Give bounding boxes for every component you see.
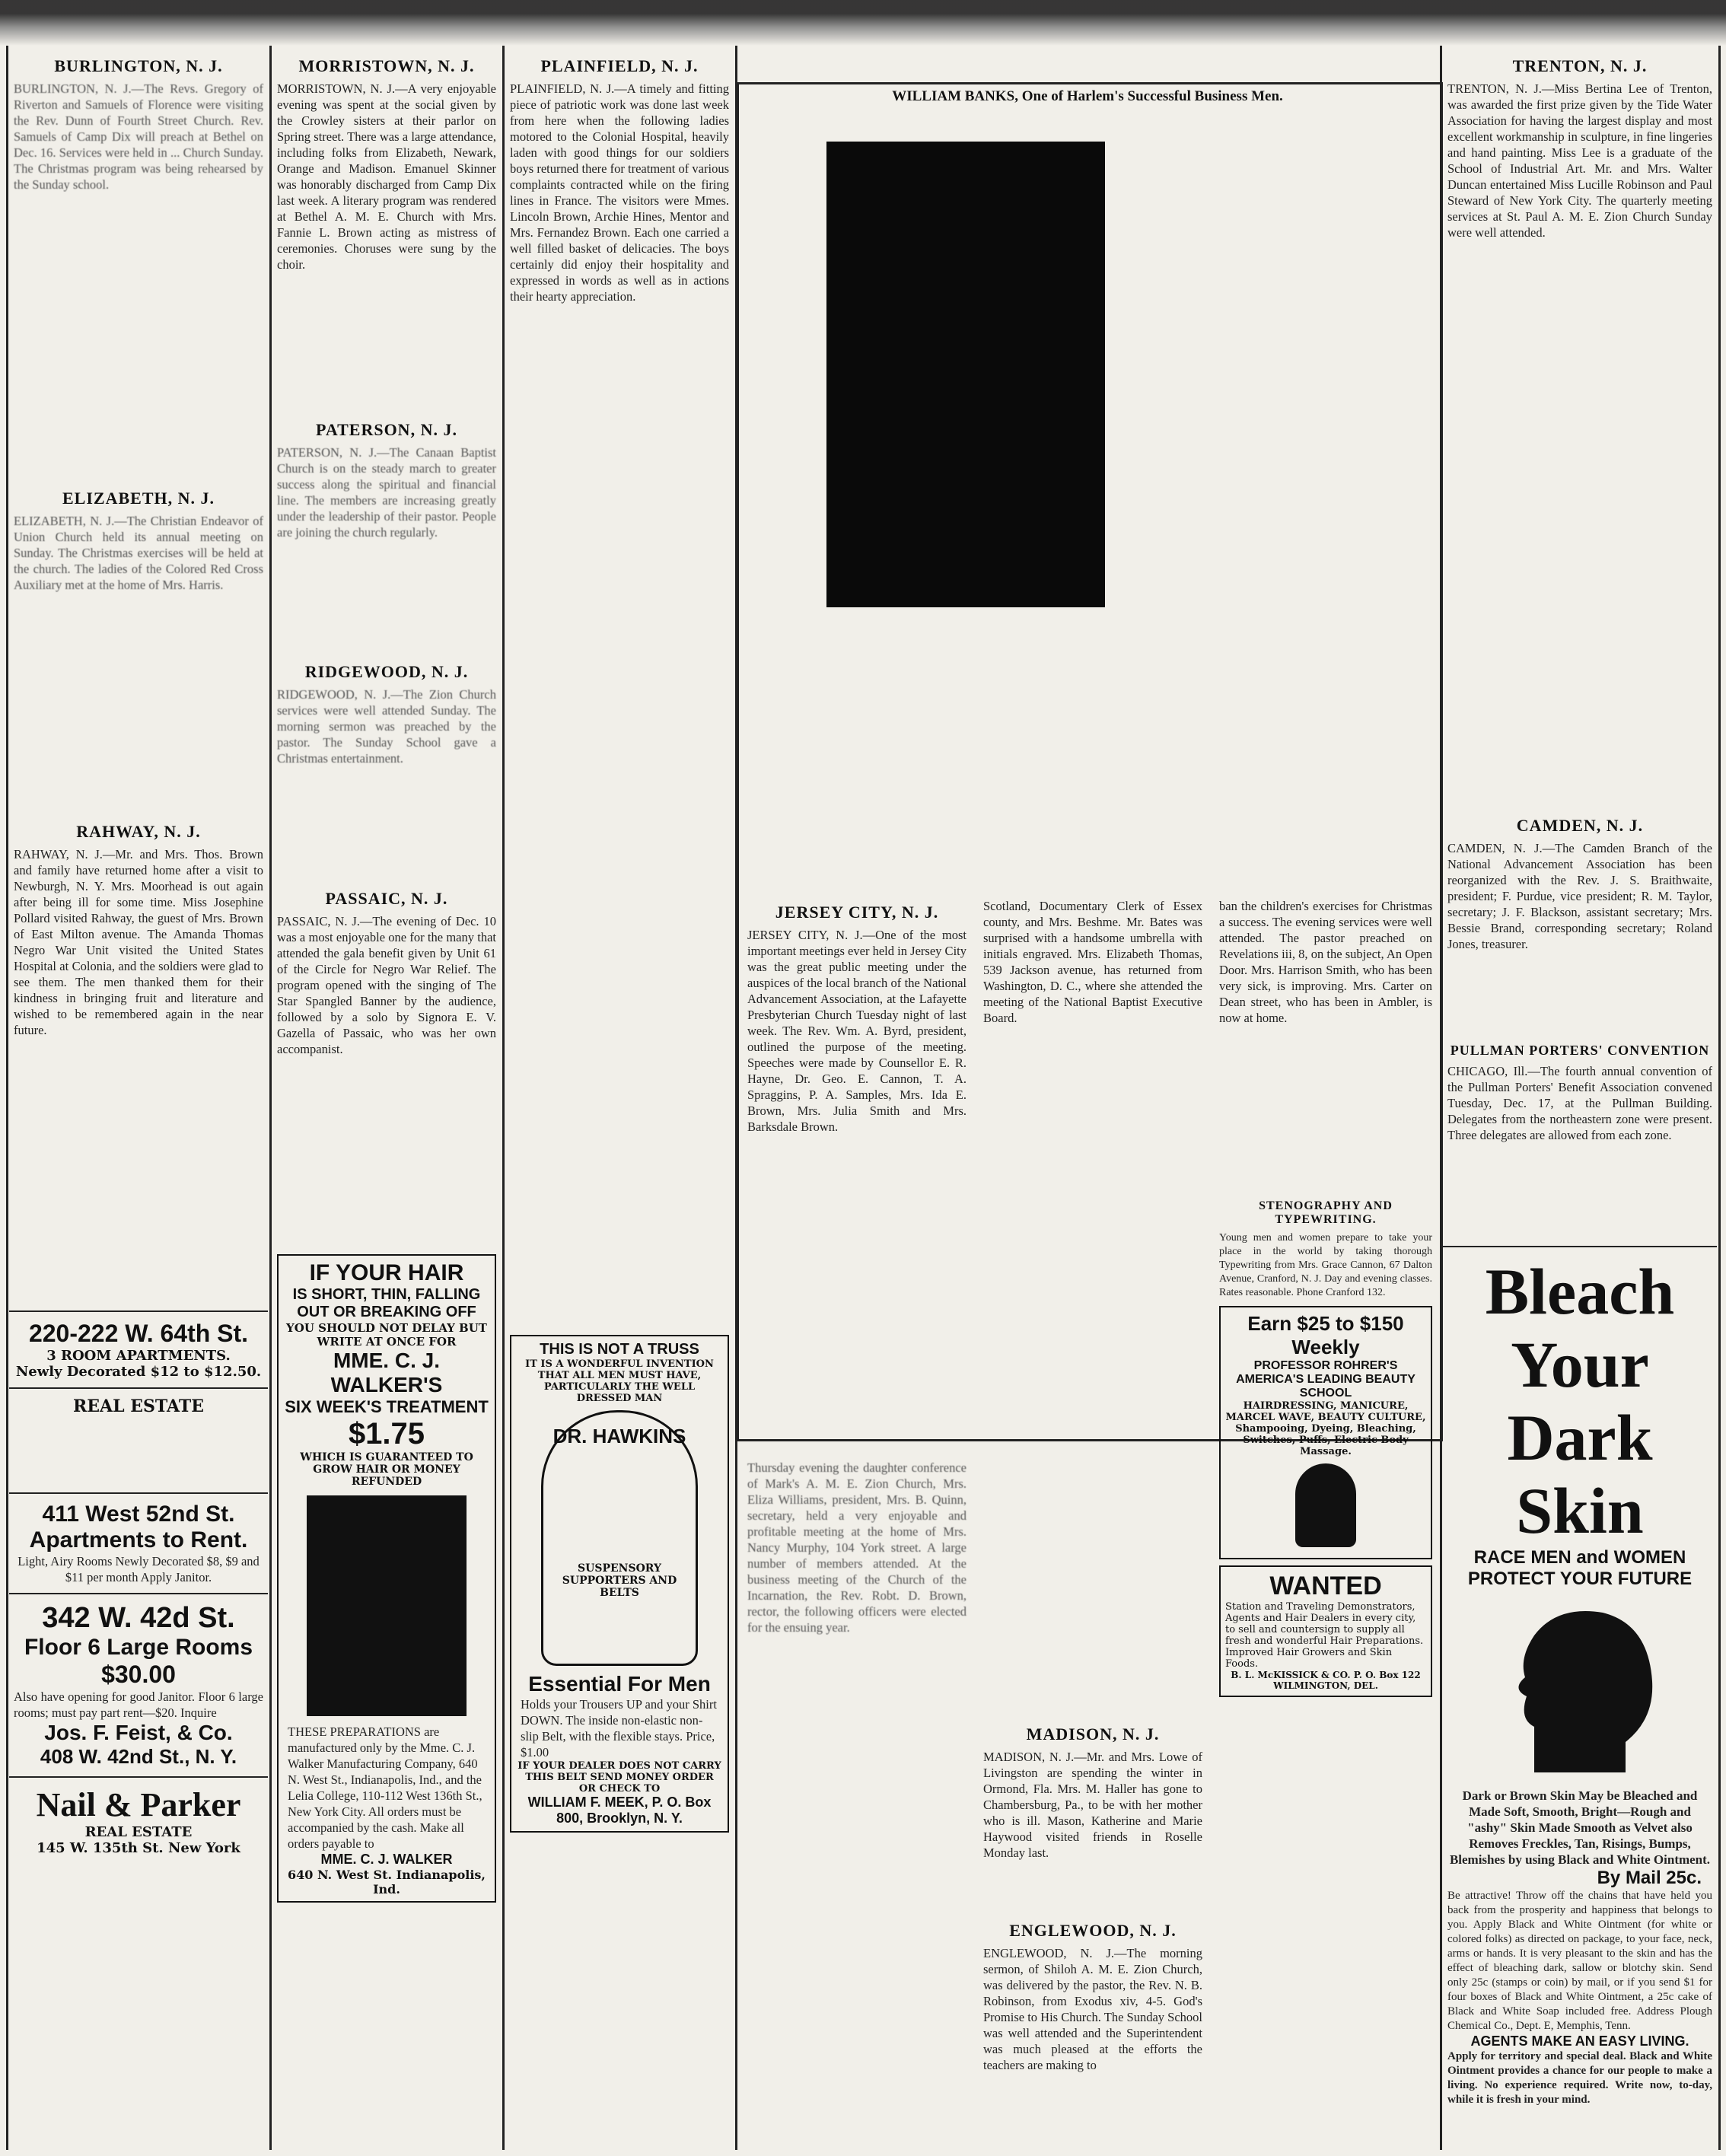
column-rule (6, 46, 8, 2150)
ad-stenography-body: Young men and women prepare to take your place in the world by taking thorough Typewriting from Mrs. Grace Cannon, 67 Dalton Avenue, Cranford, N. J. Day and evening classes. Rates reasonable. Phone Cranford 132. (1219, 1232, 1432, 1298)
ad-agents-body: Apply for territory and special deal. Black and White Ointment provides a chance for our people to make a living. No experience required. Write now, to-day, while it is fresh in your mind. (1447, 2050, 1712, 2106)
dateline-burlington: BURLINGTON, N. J. (54, 56, 223, 75)
ad-wanted (1219, 1565, 1432, 1697)
article-englewood: ENGLEWOOD, N. J.—The morning sermon, of Shiloh A. M. E. Zion Church, was delivered by the pastor, the Rev. N. B. Robinson, from Exodus xiv, 4-5. God's Promise to His Church. The Sunday School was well attended and the Superintendent was much pleased at the efforts the teachers are making to (983, 1946, 1202, 2072)
ad-hawkins-dealer: IF YOUR DEALER DOES NOT CARRY THIS BELT SEND MONEY ORDER OR CHECK TO (517, 1760, 721, 1795)
ad-64th-address: 220-222 W. 64th St. (28, 1320, 249, 1347)
woman-illustration (1295, 1463, 1356, 1547)
ad-rohrer-school (1219, 1306, 1432, 1559)
ad-nail-parker-address: 145 W. 135th St. New York (37, 1840, 240, 1856)
article-plainfield: PLAINFIELD, N. J.—A timely and fitting piece of patriotic work was done last week from here when the following ladies motored to the Colonial Hospital, heavily laden with good things for our soldiers boys returned there for treatment of various complaints contracted while on the firing lines in France. The visitors were Mmes. Lincoln Brown, Archie Hines, Mentor and Mrs. Fernandez Brown. Each one carried a well filled basket of delicacies. The boys certainly did enjoy their hospitality and expressed in words as well as in actions their hearty appreciation. (510, 81, 729, 304)
ad-hawkins-tagline: Essential For Men (528, 1672, 711, 1696)
article-madison: MADISON, N. J.—Mr. and Mrs. Lowe of Livingston are spending the winter in Ormond, Fla. Mrs. M. Haller has gone to Chambersburg, Pa., to be with her mother who is ill. Mason, Katherine and Marie Haywood visited friends in Roselle Monday last. (983, 1750, 1202, 1860)
article-jersey-city: JERSEY CITY, N. J.—One of the most important meetings ever held in Jersey City was the great public meeting under the auspices of the local branch of the National Advancement Association, at the Lafayette Presbyterian Church Tuesday night of last week. The Rev. Wm. A. Byrd, president, outlined the purpose of the meeting. Speeches were made by Counsellor E. R. Hayne, Dr. Geo. E. Cannon, T. A. Spraggins, P. A. Samples, Mrs. Ida E. Brown, Mrs. Julia Smith and Mrs. Barksdale Brown. (747, 928, 966, 1134)
headline-pullman: PULLMAN PORTERS' CONVENTION (1450, 1043, 1710, 1058)
column-3 (505, 52, 734, 2148)
ad-bleach-headline-1: Bleach Your (1485, 1255, 1675, 1401)
ad-nail-parker-sub: REAL ESTATE (84, 1824, 193, 1840)
ad-wanted-address: B. L. McKISSICK & CO. P. O. Box 122 WILMINGTON, DEL. (1231, 1670, 1421, 1691)
article-jersey-city-continued: Scotland, Documentary Clerk of Essex county, and Mrs. Beshme. Mr. Bates was surprised with a handsome umbrella with initials engraved. Mrs. Elizabeth Thomas, 539 Jackson avenue, has returned from Washington, D. C., where she attended the meeting of the National Baptist Executive Board. (983, 899, 1202, 1025)
dateline-morristown: MORRISTOWN, N. J. (298, 56, 475, 75)
ad-64th-rooms: 3 ROOM APARTMENTS. (46, 1348, 231, 1364)
dateline-rahway: RAHWAY, N. J. (76, 822, 201, 841)
dateline-passaic: PASSAIC, N. J. (325, 889, 448, 908)
ad-hawkins-address: WILLIAM F. MEEK, P. O. Box 800, Brooklyn, N. Y. (527, 1795, 712, 1826)
article-camden: CAMDEN, N. J.—The Camden Branch of the National Advancement Association has been reorganized with the Rev. J. S. Braithwaite, president; F. Purdue, vice president; R. M. Taylor, secretary; J. F. Blackson, assistant secretary; Mrs. Bessie Brand, corresponding secretary; Roland Jones, treasurer. (1447, 841, 1712, 951)
ad-hawkins-headline: THIS IS NOT A TRUSS (540, 1341, 699, 1358)
column-7 (1443, 52, 1717, 2148)
ad-agents-headline: AGENTS MAKE AN EASY LIVING. (1470, 2033, 1689, 2049)
ad-42d-street (9, 1602, 268, 1769)
ad-rohrer-courses: HAIRDRESSING, MANICURE, MARCEL WAVE, BEAUTY CULTURE, Shampooing, Dyeing, Bleaching, Switches, Puffs, Electric Body Massage. (1225, 1400, 1426, 1457)
ad-hawkins-body: Holds your Trousers UP and your Shirt DOWN. The inside non-elastic non-slip Belt, with the flexible stays. Price, $1.00 (521, 1697, 717, 1760)
article-ridgewood: RIDGEWOOD, N. J.—The Zion Church services were well attended Sunday. The morning sermon was preached by the pastor. The Sunday School gave a Christmas entertainment. (277, 687, 496, 766)
dateline-englewood: ENGLEWOOD, N. J. (1009, 1921, 1177, 1940)
dateline-jersey-city: JERSEY CITY, N. J. (775, 903, 939, 922)
article-elizabeth: ELIZABETH, N. J.—The Christian Endeavor of Union Church held its annual meeting on Sunday. The Christmas exercises will be held at the church. The ladies of the Colored Red Cross Auxiliary met at the home of Mrs. Harris. (14, 514, 263, 592)
ad-bleach-details: Be attractive! Throw off the chains that have held you back from the prosperity and happiness that belongs to you. Apply Black and White Ointment (for white or colored folks) as directed on package, to your face, neck, arms or hands. It is very pleasant to the skin and has the effect of bleaching dark, sallow or blotchy skin. Send only 25c (stamps or coin) by mail, or if you send $1 for four boxes of Black and White Ointment, a 25c cake of Black and White Soap included free. Address Plough Chemical Co., Dept. E, Memphis, Tenn. (1447, 1890, 1712, 2032)
ad-52nd-address: 411 West 52nd St. (42, 1502, 235, 1527)
ad-walker-treatment: SIX WEEK'S TREATMENT (285, 1397, 489, 1416)
dateline-camden: CAMDEN, N. J. (1516, 816, 1644, 835)
ad-64th-street (9, 1320, 268, 1380)
ad-64th-price: Newly Decorated $12 to $12.50. (15, 1364, 262, 1380)
article-trenton: TRENTON, N. J.—Miss Bertina Lee of Trenton, was awarded the first prize given by the Tide Water Association for having the largest display and most excellent workmanship in sculpture, in fine lingeries and hand painting. Miss Lee is a graduate of the School of Industrial Art. Mr. and Mrs. Walter Duncan entertained Miss Lucille Robinson and Paul Steward of New York City. The quarterly meeting services at St. Paul A. M. E. Zion Church Sunday were well attended. (1447, 81, 1712, 240)
ad-42d-address: 342 W. 42d St. (42, 1602, 235, 1634)
ad-rohrer-name: PROFESSOR ROHRER'S AMERICA'S LEADING BEAUTY SCHOOL (1236, 1359, 1416, 1400)
column-5 (979, 898, 1207, 2148)
ad-bleach-headline-2: Dark Skin (1507, 1401, 1653, 1547)
photo-caption: WILLIAM BANKS, One of Harlem's Successful Business Men. (892, 88, 1283, 104)
ad-42d-agent: Jos. F. Feist, & Co. (44, 1721, 233, 1744)
ad-42d-price: $30.00 (101, 1661, 176, 1688)
article-newark: ban the children's exercises for Christmas a success. The evening services were well attended. The pastor preached on Revelations iii, 8, on the subject, An Open Door. Mrs. Harrison Smith, who has been very sick, is improving. Mrs. Carter on Dean street, who has been in Ambler, is now at home. (1219, 899, 1432, 1025)
ad-stenography-title: STENOGRAPHY AND TYPEWRITING. (1259, 1199, 1393, 1226)
column-rule (502, 46, 505, 2150)
ad-bleach-price: By Mail 25c. (1597, 1868, 1702, 1888)
ad-42d-agent-address: 408 W. 42nd St., N. Y. (40, 1745, 237, 1768)
suspensory-illustration (541, 1410, 698, 1666)
ad-hawkins-product: SUSPENSORY SUPPORTERS AND BELTS (562, 1562, 677, 1599)
ad-hawkins-sub: IT IS A WONDERFUL INVENTION THAT ALL MEN MUST HAVE, PARTICULARLY THE WELL DRESSED MAN (525, 1358, 714, 1404)
ad-bleach-sub: RACE MEN and WOMEN PROTECT YOUR FUTURE (1467, 1547, 1693, 1589)
ad-walker-price: $1.75 (348, 1417, 425, 1451)
article-burlington: BURLINGTON, N. J.—The Revs. Gregory of Riverton and Samuels of Florence were visiting the Rev. Dunn of Fourth Street Church. Rev. Samuels of Camp Dix will preach at Bethel on Dec. 16. Services were held in ... Church Sunday. The Christmas program was being rehearsed by the Sunday school. (14, 81, 263, 192)
column-rule (269, 46, 272, 2150)
ad-walker-address: 640 N. West St. Indianapolis, Ind. (288, 1868, 486, 1896)
portrait-photo (826, 142, 1105, 607)
ad-52nd-title: Apartments to Rent. (29, 1527, 248, 1553)
article-jersey-city-cont: Thursday evening the daughter conference of Mark's A. M. E. Zion Church, Mrs. Eliza Williams, president, Mrs. B. Quinn, secretary, held a very enjoyable and profitable meeting at the home of Mrs. Nancy Murphy, 104 York street. A large number of members attended. At the business meeting of the Church of the Incarnation, the Rev. Robt. D. Brown, rector, the following officers were elected for the ensuing year. (747, 1460, 966, 1635)
column-1 (9, 52, 268, 2148)
column-rule (1718, 46, 1721, 2150)
ad-42d-body: Also have opening for good Janitor. Floor 6 large rooms; must pay part rent—$20. Inquire (14, 1689, 263, 1720)
dateline-paterson: PATERSON, N. J. (316, 420, 457, 439)
portrait-image (307, 1495, 467, 1716)
ad-real-estate-body (14, 1416, 263, 1485)
ad-walker-hair (277, 1254, 496, 1903)
ad-rohrer-headline: Earn $25 to $150 Weekly (1247, 1312, 1404, 1358)
dateline-plainfield: PLAINFIELD, N. J. (540, 56, 699, 75)
ad-walker-body: THESE PREPARATIONS are manufactured only by the Mme. C. J. Walker Manufacturing Company, 640 N. West St., Indianapolis, Ind., and the Lelia College, 110-112 West 136th St., New York City. All orders must be accompanied by the cash. Make all orders payable to (288, 1724, 482, 1851)
ad-bleach-body: Dark or Brown Skin May be Bleached and Made Soft, Smooth, Bright—Rough and "ashy" Skin Made Smooth as Velvet also Removes Freckles, Tan, Risings, Bumps, Blemishes by using Black and White Ointment. (1449, 1788, 1711, 1867)
ad-bleach (1443, 1255, 1717, 2107)
ad-wanted-headline: WANTED (1269, 1572, 1382, 1600)
ad-walker-guarantee: WHICH IS GUARANTEED TO GROW HAIR OR MONEY REFUNDED (300, 1451, 473, 1488)
silhouette-illustration (1489, 1597, 1671, 1780)
column-6 (1215, 898, 1437, 2148)
dateline-elizabeth: ELIZABETH, N. J. (62, 489, 215, 508)
article-rahway: RAHWAY, N. J.—Mr. and Mrs. Thos. Brown and family have returned home after a visit to Newburgh, N. Y. Mrs. Moorhead is out again after being ill for some time. Miss Josephine Pollard visited Rahway, the guest of Mrs. Brown of East Milton avenue. The Amanda Thomas Negro War Unit visited the United States Hospital at Colonia, and the soldiers were glad to see them. The men thanked them for their kindness in bringing fruit and literature and wished to be remembered again in the near future. (14, 847, 263, 1037)
ad-wanted-body: Station and Traveling Demonstrators, Agents and Hair Dealers in every city, to sell and countersign to supply all fresh and wonderful Hair Preparations. Improved Hair Growers and Skin Foods. (1225, 1601, 1424, 1670)
ad-walker-signature: MME. C. J. WALKER (320, 1852, 453, 1867)
ad-42d-rooms: Floor 6 Large Rooms (24, 1635, 253, 1660)
ad-hawkins-truss (510, 1335, 729, 1833)
article-passaic: PASSAIC, N. J.—The evening of Dec. 10 was a most enjoyable one for the many that attended the gala benefit given by Unit 61 of the Circle for Negro War Relief. The program opened with the singing of The Star Spangled Banner by the audience, followed by a solo by Signora E. V. Gazella of Passaic, who was her own accompanist. (277, 914, 496, 1056)
ad-walker-headline: IF YOUR HAIR (309, 1260, 464, 1285)
ad-52nd-street (9, 1502, 268, 1585)
dateline-madison: MADISON, N. J. (1026, 1724, 1160, 1744)
article-paterson: PATERSON, N. J.—The Canaan Baptist Church is on the steady march to greater success along the spiritual and financial line. The members are increasing greatly under the leadership of their pastor. People are joining the church regularly. (277, 445, 496, 540)
ad-nail-parker-name: Nail & Parker (36, 1786, 241, 1823)
ad-walker-name: MME. C. J. WALKER'S (330, 1349, 443, 1396)
ad-nail-parker (9, 1785, 268, 1856)
dateline-ridgewood: RIDGEWOOD, N. J. (304, 662, 469, 681)
ad-hawkins-brand: DR. HAWKINS (553, 1425, 686, 1447)
column-2 (272, 52, 501, 2148)
ad-walker-sub: IS SHORT, THIN, FALLING OUT OR BREAKING OFF (292, 1286, 481, 1320)
ad-52nd-body: Light, Airy Rooms Newly Decorated $8, $9 and $11 per month Apply Janitor. (18, 1554, 260, 1584)
ad-real-estate: REAL ESTATE (72, 1396, 205, 1416)
article-morristown: MORRISTOWN, N. J.—A very enjoyable evening was spent at the social given by the Crowley sisters at their parlor on Spring street. There was a large attendance, including folks from Elizabeth, Newark, Orange and Madison. Emanuel Skinner was honorably discharged from Camp Dix last week. A literary program was rendered at Bethel A. M. E. Church with Mrs. Fannie L. Brown acting as mistress of ceremonies. Choruses were sung by the choir. (277, 81, 496, 272)
dateline-trenton: TRENTON, N. J. (1512, 56, 1648, 75)
article-pullman: CHICAGO, Ill.—The fourth annual convention of the Pullman Porters' Benefit Association convened Tuesday, Dec. 17, at the Pullman Building. Delegates from the northeastern zone were present. Three delegates are allowed from each zone. (1447, 1064, 1712, 1142)
ad-walker-prompt: YOU SHOULD NOT DELAY BUT WRITE AT ONCE FOR (286, 1321, 487, 1349)
page-top-edge (0, 0, 1726, 46)
column-4 (743, 898, 971, 2148)
